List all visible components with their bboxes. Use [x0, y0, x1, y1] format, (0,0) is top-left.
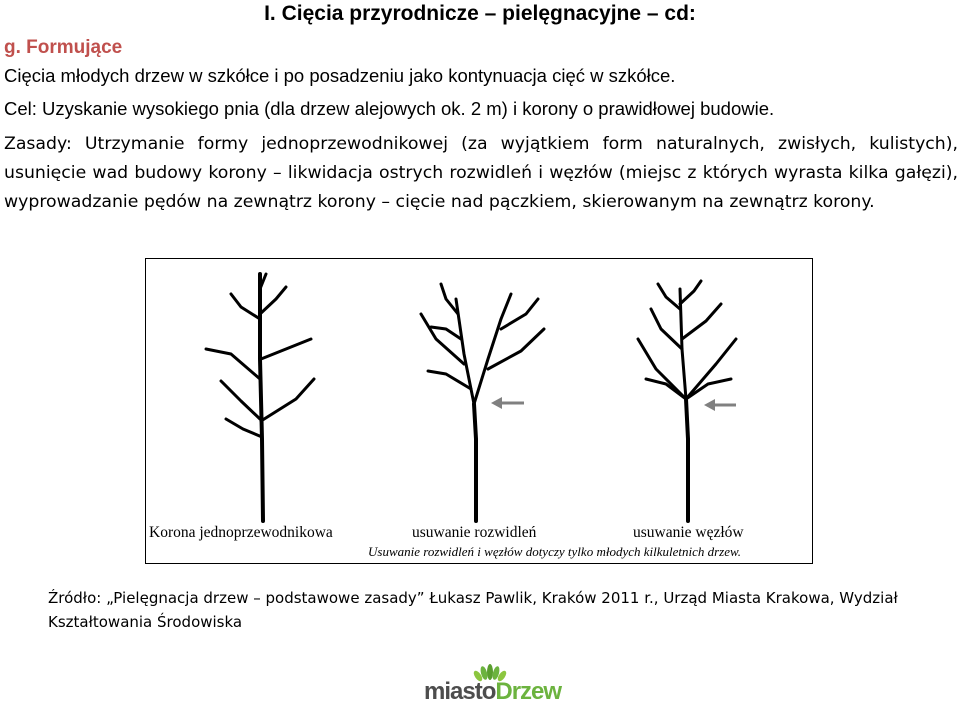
- arrowhead-icon: [491, 397, 502, 409]
- branch: [686, 339, 736, 399]
- tree-knot-removal: [638, 281, 736, 521]
- miastodrzew-logo: [424, 664, 562, 708]
- tree-diagrams: [146, 259, 812, 563]
- tree-single-leader: [206, 274, 314, 521]
- trunk: [474, 404, 476, 521]
- branch: [226, 419, 262, 437]
- branch: [651, 309, 682, 349]
- caption-fork-removal: usuwanie rozwidleń: [412, 524, 537, 541]
- pruning-illustration: [145, 258, 813, 564]
- caption-knot-removal: usuwanie węzłów: [633, 524, 744, 541]
- branch: [231, 294, 260, 319]
- branch: [261, 379, 314, 421]
- arrowhead-icon: [704, 399, 715, 411]
- branch: [206, 349, 260, 379]
- leader-rival: [474, 294, 511, 404]
- page-title: I. Cięcia przyrodnicze – pielęgnacyjne – cd:: [264, 2, 696, 25]
- branch: [680, 281, 701, 304]
- branch: [261, 339, 311, 359]
- figure-note: Usuwanie rozwidleń i węzłów dotyczy tylko młodych kilkuletnich drzew.: [368, 544, 741, 559]
- branch: [658, 284, 680, 309]
- goal-line: Cel: Uzyskanie wysokiego pnia (dla drzew alejowych ok. 2 m) i korony o prawidłowej budowie.: [4, 98, 775, 119]
- branch: [421, 314, 464, 364]
- description-line: Cięcia młodych drzew w szkółce i po posadzeniu jako kontynuacja cięć w szkółce.: [4, 65, 676, 86]
- source-citation: Źródło: „Pielęgnacja drzew – podstawowe zasady” Łukasz Pawlik, Kraków 2011 r., Urząd Miasta Krakowa, Wydział Kształtowania Środowiska: [48, 589, 898, 631]
- caption-single-leader: Korona jednoprzewodnikowa: [149, 524, 333, 541]
- tree-fork-removal: [421, 284, 544, 521]
- rules-paragraph: Zasady: Utrzymanie formy jednoprzewodnikowej (za wyjątkiem form naturalnych, zwisłych, kulistych), usunięcie wad budowy korony – likwidacja ostrych rozwidleń i węzłów (miejsc z których wyrasta kilka gałęzi), wyprowadzanie pędów na zewnątrz korony – cięcie nad pączkiem, skierowanym na zewnątrz korony.: [4, 134, 958, 212]
- branch: [428, 371, 471, 389]
- branch: [682, 304, 721, 339]
- branch: [646, 379, 686, 399]
- section-heading: g. Formujące: [4, 37, 123, 58]
- trunk: [686, 399, 688, 521]
- logo-text-miasto: miasto: [424, 678, 496, 705]
- branch: [221, 381, 260, 419]
- logo-text-drzew: Drzew: [495, 678, 562, 705]
- leader: [680, 289, 686, 399]
- branch: [260, 287, 286, 314]
